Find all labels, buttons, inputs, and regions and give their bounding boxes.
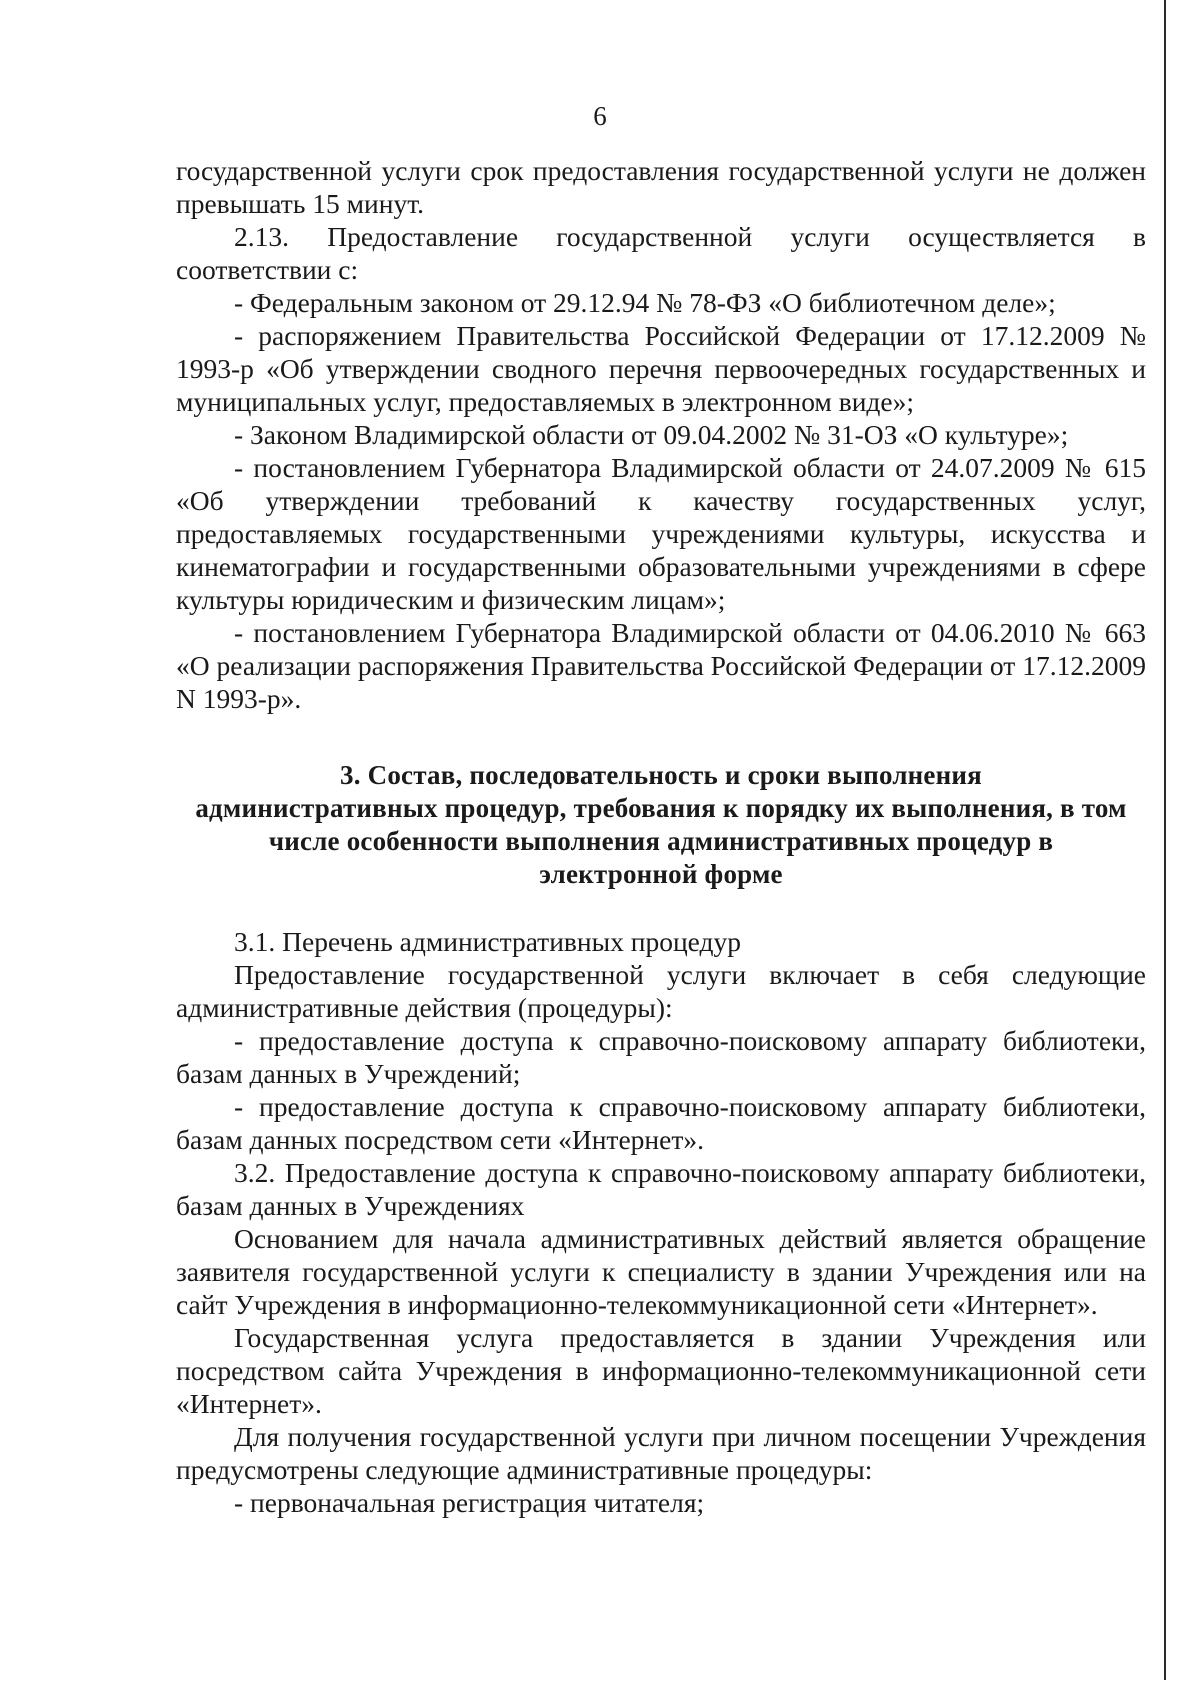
paragraph: Основанием для начала административных действий является обращение заявителя государственной услуги к специалисту в здании Учреждения или на сайт Учреждения в информационно-телекоммуникационной сети «Интернет». <box>176 1223 1146 1320</box>
document-body <box>176 154 1146 1519</box>
paragraph: государственной услуги срок предоставления государственной услуги не должен превышать 15 минут. <box>176 155 1146 219</box>
section-heading-line: электронной форме <box>539 859 783 889</box>
section-heading <box>176 759 1146 891</box>
paragraph: 2.13. Предоставление государственной услуги осуществляется в соответствии с: <box>176 221 1146 285</box>
list-item: - предоставление доступа к справочно-поисковому аппарату библиотеки, базам данных посредством сети «Интернет». <box>176 1091 1146 1155</box>
section-heading-line: числе особенности выполнения административных процедур в <box>268 826 1054 856</box>
list-item: - первоначальная регистрация читателя; <box>234 1487 705 1518</box>
spacer <box>176 891 1146 925</box>
paragraph: Для получения государственной услуги при личном посещении Учреждения предусмотрены следующие административные процедуры: <box>176 1421 1146 1485</box>
subsection-title: 3.1. Перечень административных процедур <box>234 926 741 957</box>
paragraph: Предоставление государственной услуги включает в себя следующие административные действия (процедуры): <box>176 959 1146 1023</box>
top-paragraphs <box>176 154 1146 715</box>
section-heading-line: 3. Состав, последовательность и сроки выполнения <box>340 760 982 790</box>
list-item: - предоставление доступа к справочно-поисковому аппарату библиотеки, базам данных в Учреждений; <box>176 1025 1146 1089</box>
list-item: - распоряжением Правительства Российской Федерации от 17.12.2009 № 1993-р «Об утверждении сводного перечня первоочередных государственных и муниципальных услуг, предоставляемых в электронном виде»; <box>176 320 1146 417</box>
page-number: 6 <box>593 101 607 131</box>
bottom-paragraphs <box>176 925 1146 1519</box>
list-item: - постановлением Губернатора Владимирской области от 04.06.2010 № 663 «О реализации распоряжения Правительства Российской Федерации от 17.12.2009 N 1993-р». <box>176 617 1146 714</box>
list-item: - Федеральным законом от 29.12.94 № 78-ФЗ «О библиотечном деле»; <box>234 287 1056 318</box>
list-item: - постановлением Губернатора Владимирской области от 24.07.2009 № 615 «Об утверждении требований к качеству государственных услуг, предоставляемых государственными учреждениями культуры, искусства и кинематографии и государственными образовательными учреждениями в сфере культуры юридическим и физическим лицам»; <box>176 452 1146 615</box>
subsection-title: 3.2. Предоставление доступа к справочно-поисковому аппарату библиотеки, базам данных в Учреждениях <box>176 1157 1146 1221</box>
paragraph: Государственная услуга предоставляется в здании Учреждения или посредством сайта Учреждения в информационно-телекоммуникационной сети «Интернет». <box>176 1322 1146 1419</box>
section-heading-line: административных процедур, требования к порядку их выполнения, в том <box>195 793 1127 823</box>
scan-edge-line <box>1164 0 1166 1680</box>
list-item: - Законом Владимирской области от 09.04.2002 № 31-ОЗ «О культуре»; <box>234 419 1069 450</box>
